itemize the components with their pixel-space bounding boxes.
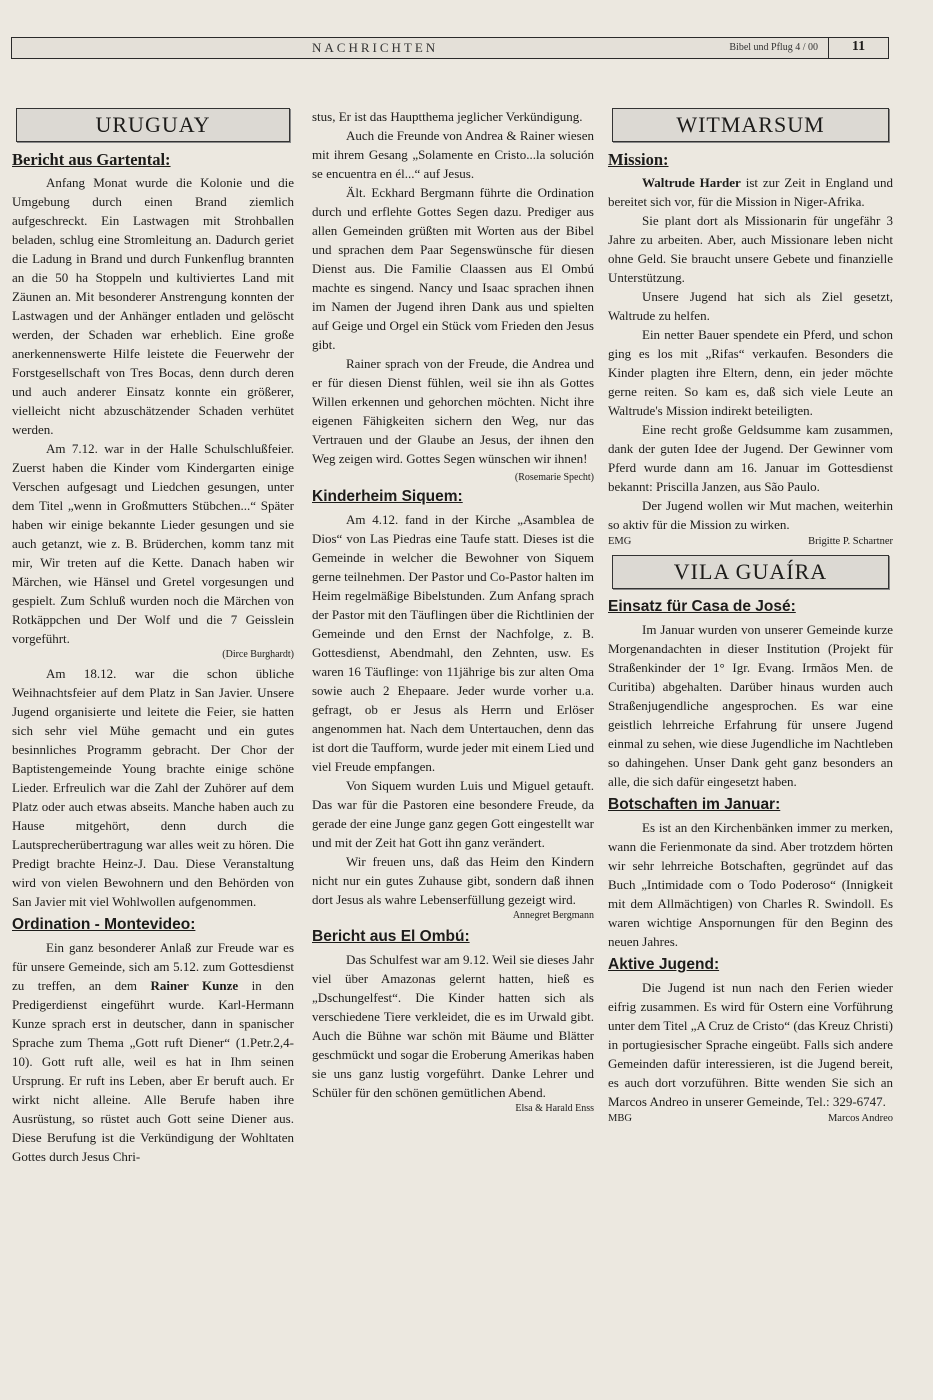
- author-signature: Marcos Andreo: [827, 1113, 893, 1124]
- heading-siquem: Kinderheim Siquem:: [312, 488, 463, 505]
- signature-row: [608, 535, 893, 549]
- header-title: NACHRICHTEN: [312, 40, 439, 55]
- paragraph: Sie plant dort als Missionarin für ungefähr 3 Jahre zu arbeiten. Aber, auch Missionare leben nicht ohne Geld. Sie braucht unsere Gebete und finanzielle Unterstützung.: [608, 213, 893, 285]
- section-title-vila-guaira: VILA GUAÍRA: [612, 555, 889, 589]
- paragraph: Im Januar wurden von unserer Gemeinde kurze Morgenandachten in dieser Institution (Projekt für Straßenkinder der 1° Igr. Evang. Irmãos Men. de Curitiba) abgehalten. Darüber hinaus wurden auch Straßenjugendliche angesprochen. Es war eine geistlich lehrreiche Erfahrung für unsere Jugend einmal zu sehen, wie diese Jugendliche im Nachtleben so dahingehen. Unser Dank geht ganz besonders an alle, die sich dafür eingesetzt haben.: [608, 622, 893, 789]
- paragraph: Das Schulfest war am 9.12. Weil sie dieses Jahr viel über Amazonas gelernt hatten, hieß es „Dschungelfest“. Die Kinder hatten sich als verschiedene Tiere verkleidet, die es im Urwald gibt. Auch die Bühne war schön mit Bäume und Blätter geschmückt und sogar die Eroberung Amerikas haben sie uns ganz lustig vorgeführt. Danke Lehrer und Schüler für den schönen gemütlichen Abend.: [312, 952, 594, 1100]
- paragraph: Am 7.12. war in der Halle Schulschlußfeier. Zuerst haben die Kinder vom Kindergarten einige Verschen aufgesagt und Liedchen gesungen, unter dem Titel „wenn in Großmutters Stübchen...“ Später haben wir einige bekannte Lieder gesungen und sie auch getanzt, wie z. B. Brüderchen, komm tanz mit mir, Wir treten auf die Kette. Danach haben wir Märchen, wie Hänsel und Gretel vorgesungen und gespielt. Zum Schluß wurden noch die Märchen von Rotkäppchen und Der Wolf und die 7 Geisslein vorgeführt.: [12, 441, 294, 646]
- paragraph: Anfang Monat wurde die Kolonie und die Umgebung durch einen Brand ziemlich aufgeschreckt. Ein Lastwagen mit Strohballen beladen, schlug eine Stromleitung an. Dadurch geriet die Ladung in Brand und durch Funkenflug brannten an die 50 ha Stoppeln und kultiviertes Land mit Zäunen an. Mit besonderer Anstrengung konnten der Lastwagen und der Anhänger entladen und gelöscht werden, der Schaden war erheblich. Eine große anerkennenswerte Hilfe leistete die Feuerwehr der Forstgesellschaft von Tres Bocas, denn durch deren und auch anderer Einsatz konnte ein größerer, vielleicht nicht abzuschätzender Schaden verhütet werden.: [12, 175, 294, 437]
- column-1: [12, 102, 294, 1166]
- person-name: Rainer Kunze: [150, 978, 239, 993]
- paragraph: [12, 938, 294, 1166]
- signature-initials: EMG: [608, 536, 632, 547]
- paragraph: Am 4.12. fand in der Kirche „Asamblea de Dios“ von Las Piedras eine Taufe statt. Dieses ist die Gemeinde in welcher die Bewohner von Siquem gerne teilnehmen. Der Pastor und Co-Pastor halten im Heim regelmäßige Bibelstunden. Zum Anfang sprach der Pastor mit den Täuflingen über die Richtlinien der Gemeinde und den Ernst der Nachfolge, z. B. Gottesdienst, Abendmahl, den Zehnten, usw. Es waren 16 Täuflinge: von 11jährige bis zur alten Oma sowie auch 2 Ehepaare. Jeder wurde vorher u.a. gefragt, ob er Jesus als Herrn und Erlöser angenommen hat. Nach dem Untertauchen, denn das ist dort die Taufform, wurde jeder mit einem Lied und viel Freude empfangen.: [312, 512, 594, 774]
- paragraph: Eine recht große Geldsumme kam zusammen, dank der guten Idee der Jugend. Der Gewinner vom Pferd wurde dann am 16. Januar im Gottesdienst bekannt: Priscilla Janzen, aus São Paulo.: [608, 422, 893, 494]
- heading-aktive-jugend: Aktive Jugend:: [608, 956, 720, 973]
- paragraph: Unsere Jugend hat sich als Ziel gesetzt, Waltrude zu helfen.: [608, 289, 893, 323]
- paragraph: [608, 173, 893, 211]
- paragraph: stus, Er ist das Hauptthema jeglicher Verkündigung.: [312, 109, 583, 124]
- author-signature: (Dirce Burghardt): [222, 649, 294, 660]
- page-header: [11, 37, 889, 59]
- paragraph: [312, 354, 594, 483]
- author-signature: Elsa & Harald Enss: [515, 1103, 594, 1114]
- author-signature: Brigitte P. Schartner: [808, 536, 893, 547]
- column-2: [312, 107, 594, 1118]
- heading-botschaften: Botschaften im Januar:: [608, 796, 781, 813]
- text-run: ist zur Zeit in England und bereitet sich vor, für die Mission in Niger-Afrika.: [608, 175, 893, 209]
- paragraph: Ält. Eckhard Bergmann führte die Ordination durch und erflehte Gottes Segen dazu. Prediger aus allen Gemeinden grüßten mit Worten aus der Bibel und sprachen dem Paar Segenswünsche für diesen Dienst aus. Die Familie Claassen aus El Ombú machte es singend. Nancy und Isaac sprachen ihnen im Namen der Jugend ihren Dank aus und spielten auf Geige und Orgel ein Stück vom Frieden den Jesus gibt.: [312, 185, 594, 352]
- paragraph: Wir freuen uns, daß das Heim den Kindern nicht nur ein gutes Zuhause gibt, sondern daß ihnen dort Jesus als wahre Lebenserfüllung gezeigt wird.: [312, 854, 594, 907]
- heading-casa-de-jose: Einsatz für Casa de José:: [608, 598, 796, 615]
- paragraph: Ein netter Bauer spendete ein Pferd, und schon ging es los mit „Rifas“ verkaufen. Besonders die Kinder plagten ihre Eltern, denn, ein jeder möchte gerne reiten. So kam es, daß sich viele Leute an Waltrude's Mission indirekt beteiligten.: [608, 327, 893, 418]
- paragraph: Es ist an den Kirchenbänken immer zu merken, wann die Ferienmonate da sind. Aber trotzdem hörten wir sehr lehrreiche Botschaften, gegründet auf das Buch „Intimidade com o Todo Poderoso“ (Innigkeit mit dem Allmächtigen) von Charles R. Swindoll. Es waren wichtige Anspornungen für den Beginn des neuen Jahres.: [608, 820, 893, 949]
- signature-row: [608, 1112, 893, 1126]
- heading-el-ombu: Bericht aus El Ombú:: [312, 928, 470, 945]
- paragraph: Auch die Freunde von Andrea & Rainer wiesen mit ihrem Gesang „Solamente en Cristo...la solución se encuentra en él...“ auf Jesus.: [312, 128, 594, 181]
- paragraph: Von Siquem wurden Luis und Miguel getauft. Das war für die Pastoren eine besondere Freude, da gerade der eine Junge ganz gegen Gott eingestellt war und mit der Zeit hat Gott ihn ganz verändert.: [312, 778, 594, 850]
- header-issue-info: Bibel und Pflug 4 / 00: [729, 42, 818, 53]
- text-run: in den Predigerdienst eingeführt wurde. Karl-Hermann Kunze sprach erst in deutscher, dann in spanischer Sprache zum Thema „Gott ruft Diener“ (1.Petr.2,4-10). Gott ruft alle, weil es hat in Ihm seinen Ursprung. Er ruft ins Leben, aber Er beruft auch. Er wirkt nicht alleine. Alle Berufe haben ihre Ausrüstung, so rüstet auch Gott seine Diener aus. Diese Berufung ist die Verkündigung der Wohltaten Gottes durch Jesus Chri-: [12, 978, 295, 1164]
- section-title-uruguay: URUGUAY: [16, 108, 290, 142]
- page-number: 11: [828, 37, 888, 59]
- author-signature: (Rosemarie Specht): [514, 472, 594, 483]
- heading-mission: Mission:: [608, 150, 669, 169]
- column-3: [608, 102, 893, 1128]
- signature-initials: MBG: [608, 1113, 632, 1124]
- paragraph: Der Jugend wollen wir Mut machen, weiterhin so aktiv für die Mission zu wirken.: [608, 498, 893, 532]
- paragraph: Am 18.12. war die schon übliche Weihnachtsfeier auf dem Platz in San Javier. Unsere Jugend organisierte und leitete die Feier, sie hatten sich sehr viel Mühe gemacht und ein gutes besinnliches Programm gebracht. Der Chor der Baptistengemeinde Young brachte einige schöne Lieder. Erfreulich war die Zahl der Zuhörer auf dem Platz oder auch etwas abseits. Manche haben auch zu Hause mitgehört, denn durch die Lautsprecherübertragung war alles weit zu hören. Die Predigt brachte Heinz-J. Dau. Diese Veranstaltung wird von vielen Bewohnern und den Behörden von San Javier mit viel Wohlwollen aufgenommen.: [12, 666, 294, 909]
- author-signature: Annegret Bergmann: [512, 910, 594, 921]
- section-title-witmarsum: WITMARSUM: [612, 108, 889, 142]
- text-run: Ein ganz besonderer Anlaß zur Freude war es für unsere Gemeinde, sich am 5.12. zum Gottesdienst zu treffen, an dem: [12, 940, 294, 993]
- heading-gartental: Bericht aus Gartental:: [12, 150, 171, 169]
- text-run: Rainer sprach von der Freude, die Andrea und er für diesen Dienst fühlen, weil sie ihn als Gottes Willen erkennen und gehorchen möchten. Nicht ihre eigenen Fähigkeiten sichern den Weg, nur das Vertrauen und der Glaube an Jesus, der ihnen den Weg zeigen wird. Gottes Segen wünschen wir ihnen!: [312, 356, 594, 466]
- heading-ordination: Ordination - Montevideo:: [12, 916, 196, 933]
- paragraph: Die Jugend ist nun nach den Ferien wieder eifrig zusammen. Es wird für Ostern eine Vorführung unter dem Titel „A Cruz de Cristo“ (das Kreuz Christi) in portugiesischer Sprache eingeübt. Falls sich andere Gemeinden dafür interessieren, ist die Jugend bereit, es auch dort vorzuführen. Bitte wenden Sie sich an Marcos Andreo in unserer Gemeinde, Tel.: 329-6747.: [608, 980, 893, 1109]
- person-name: Waltrude Harder: [642, 175, 741, 190]
